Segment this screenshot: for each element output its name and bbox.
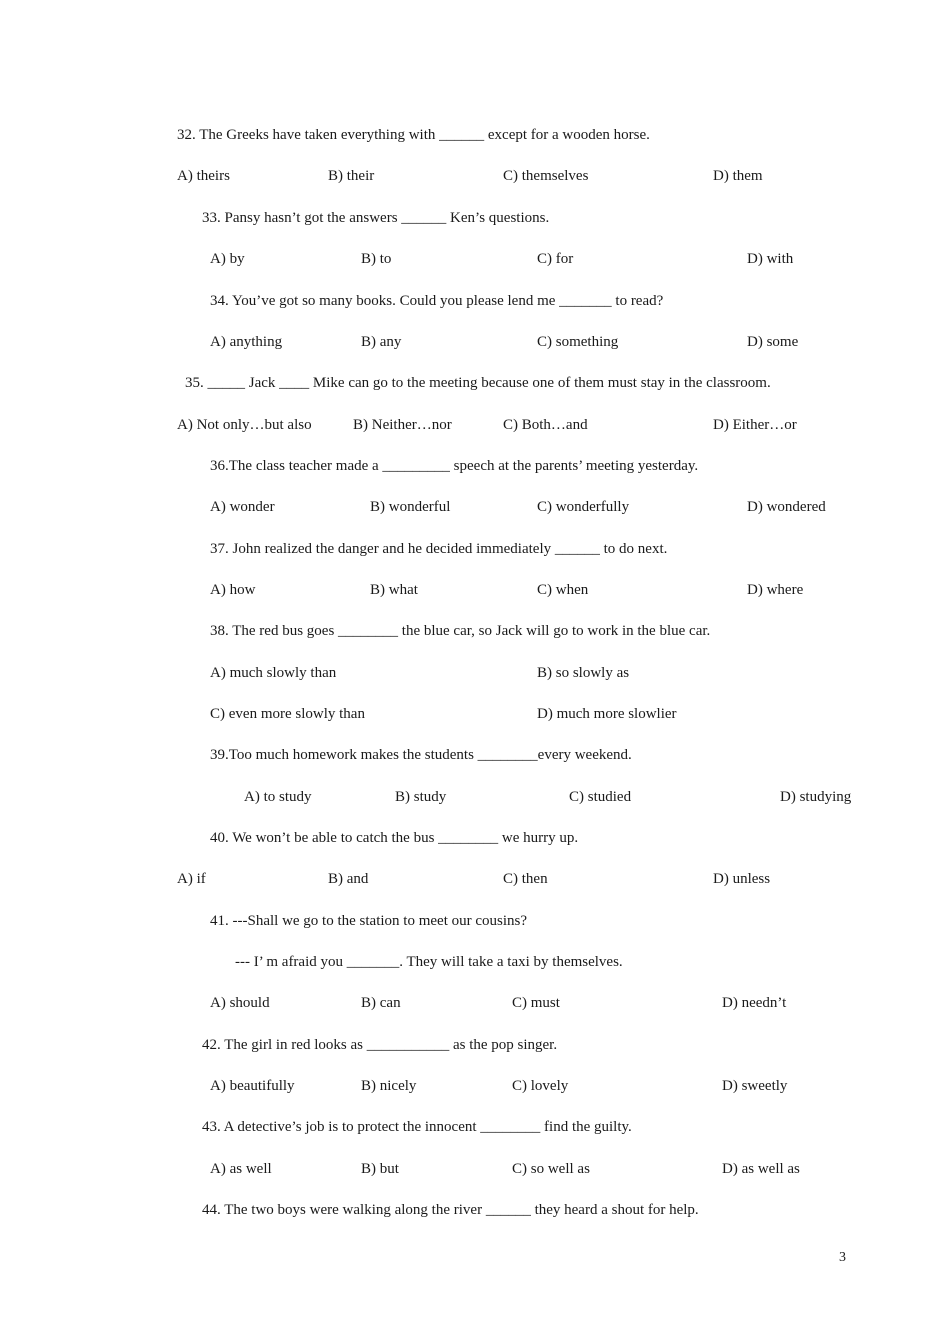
q35-option-d: D) Either…or [713, 417, 797, 433]
q34-option-c: C) something [537, 334, 619, 350]
q32-option-b: B) their [328, 168, 375, 184]
question-44-stem: 44. The two boys were walking along the river ______ they heard a shout for help. [202, 1202, 699, 1218]
question-35-stem: 35. _____ Jack ____ Mike can go to the meeting because one of them must stay in the classroom. [185, 375, 771, 391]
q33-option-c: C) for [537, 251, 574, 267]
question-33-stem: 33. Pansy hasn’t got the answers ______ Ken’s questions. [202, 210, 550, 226]
q38-option-b: B) so slowly as [537, 665, 630, 681]
q34-option-d: D) some [747, 334, 799, 350]
q36-option-a: A) wonder [210, 499, 275, 515]
q40-option-a: A) if [177, 871, 206, 887]
q33-option-a: A) by [210, 251, 245, 267]
question-32-stem: 32. The Greeks have taken everything with ______ except for a wooden horse. [177, 127, 650, 143]
question-38-stem: 38. The red bus goes ________ the blue car, so Jack will go to work in the blue car. [210, 623, 711, 639]
q34-option-b: B) any [361, 334, 402, 350]
page-number: 3 [839, 1250, 846, 1265]
q42-option-c: C) lovely [512, 1078, 569, 1094]
q37-option-a: A) how [210, 582, 256, 598]
q38-option-d: D) much more slowlier [537, 706, 677, 722]
q40-option-b: B) and [328, 871, 369, 887]
q37-option-c: C) when [537, 582, 589, 598]
question-37-stem: 37. John realized the danger and he decided immediately ______ to do next. [210, 541, 668, 557]
q33-option-b: B) to [361, 251, 392, 267]
q42-option-a: A) beautifully [210, 1078, 295, 1094]
q36-option-c: C) wonderfully [537, 499, 630, 515]
q39-option-d: D) studying [780, 789, 852, 805]
question-34-stem: 34. You’ve got so many books. Could you please lend me _______ to read? [210, 293, 664, 309]
q41-option-d: D) needn’t [722, 995, 787, 1011]
q35-option-b: B) Neither…nor [353, 417, 452, 433]
q35-option-c: C) Both…and [503, 417, 588, 433]
q43-option-c: C) so well as [512, 1161, 590, 1177]
q32-option-d: D) them [713, 168, 763, 184]
q37-option-d: D) where [747, 582, 804, 598]
question-36-stem: 36.The class teacher made a _________ speech at the parents’ meeting yesterday. [210, 458, 699, 474]
q39-option-c: C) studied [569, 789, 632, 805]
q42-option-b: B) nicely [361, 1078, 417, 1094]
q36-option-b: B) wonderful [370, 499, 451, 515]
q43-option-d: D) as well as [722, 1161, 800, 1177]
q41-option-a: A) should [210, 995, 270, 1011]
q38-option-c: C) even more slowly than [210, 706, 365, 722]
q33-option-d: D) with [747, 251, 794, 267]
question-42-stem: 42. The girl in red looks as ___________ as the pop singer. [202, 1037, 558, 1053]
q43-option-b: B) but [361, 1161, 399, 1177]
q39-option-a: A) to study [244, 789, 312, 805]
q32-option-a: A) theirs [177, 168, 230, 184]
q41-option-c: C) must [512, 995, 560, 1011]
q35-option-a: A) Not only…but also [177, 417, 312, 433]
q41-option-b: B) can [361, 995, 401, 1011]
question-41-response: --- I’ m afraid you _______. They will take a taxi by themselves. [235, 954, 623, 970]
q34-option-a: A) anything [210, 334, 283, 350]
question-41-stem: 41. ---Shall we go to the station to meet our cousins? [210, 913, 528, 929]
q32-option-c: C) themselves [503, 168, 589, 184]
q40-option-c: C) then [503, 871, 548, 887]
q43-option-a: A) as well [210, 1161, 272, 1177]
q37-option-b: B) what [370, 582, 418, 598]
question-40-stem: 40. We won’t be able to catch the bus ________ we hurry up. [210, 830, 579, 846]
q39-option-b: B) study [395, 789, 447, 805]
q40-option-d: D) unless [713, 871, 771, 887]
q36-option-d: D) wondered [747, 499, 826, 515]
q42-option-d: D) sweetly [722, 1078, 788, 1094]
q38-option-a: A) much slowly than [210, 665, 337, 681]
question-39-stem: 39.Too much homework makes the students ________every weekend. [210, 747, 632, 763]
question-43-stem: 43. A detective’s job is to protect the innocent ________ find the guilty. [202, 1119, 632, 1135]
